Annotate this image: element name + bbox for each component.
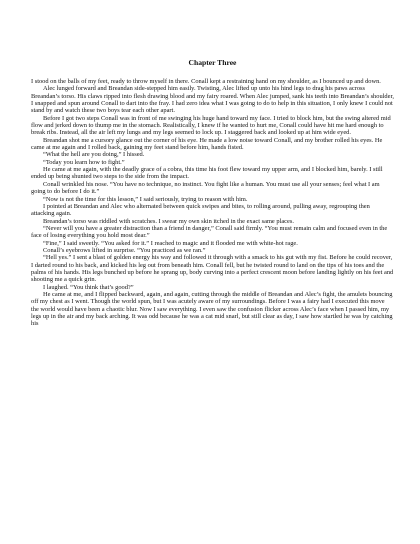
paragraph: He came at me, and I flipped backward, again, and again, cutting through the middle of Breandan and Alec’s fight, the amulets bouncing off my chest as I went. Though the world spun, but I was acutely aware of my surroundings. Before I was a fairy had I executed this move the world would have been a chaotic blur. Now I saw everything. I even saw the confusion flicker across Alec’s face when I passed him, my legs up in the air and my back arching. It was odd because he was a cat mid snarl, but still clear as day, I saw how startled he was by catching his [31, 290, 393, 328]
paragraph: “Hell yes.” I sent a blast of golden energy his way and followed it through with a smack to his gut with my fist. Before he could recover, I darted round to his back, and kicked his leg out from beneath him. Conall fell, but he twisted round to land on the tips of his toes and the palms of his hands. His legs bunched up before he sprang up, body curving into a perfect crescent moon before landing lightly on his feet and shooting me a quick grin. [31, 254, 394, 284]
paragraph: “Today you learn how to fight.” [43, 158, 125, 166]
paragraph: “Fine,” I said sweetly. “You asked for it.” I reached to magic and it flooded me with white-hot rage. [43, 239, 298, 247]
paragraph: Breandan’s torso was riddled with scratches. I swear my own skin itched in the exact same places. [43, 217, 294, 225]
paragraph: “Now is not the time for this lesson,” I said seriously, trying to reason with him. [43, 195, 248, 203]
paragraph: Conall’s eyebrows lifted in surprise. “You practiced as we ran.” [43, 246, 206, 254]
paragraph: Conall wrinkled his nose. “You have no technique, no instinct. You fight like a human. You must use all your senses; feel what I am going to do before I do it.” [31, 180, 380, 196]
paragraph: I laughed. “You think that’s good?” [43, 283, 134, 291]
paragraph: He came at me again, with the deadly grace of a cobra, this time his foot flew toward my upper arm, and I blocked him, barely. I still ended up being shunted two steps to the side from the impact. [31, 166, 383, 181]
paragraph: Breandan shot me a cursory glance out the corner of his eye. He made a low noise toward Conall, and my brother rolled his eyes. He came at me again and I rolled back, gaining my feet stand before him, hands fisted. [31, 136, 383, 152]
paragraph: “Never will you have a greater distraction than a friend in danger,” Conall said firmly. “You must remain calm and focused even in the face of losing everything you hold most dear.” [31, 224, 388, 240]
paragraph: I stood on the balls of my feet, ready to throw myself in there. Conall kept a restraining hand on my shoulder, as I bounced up and down. [31, 78, 381, 85]
paragraph: I pointed at Breandan and Alec who alternated between quick swipes and bites, to rolling around, pulling away, regrouping then attacking again. [31, 202, 370, 218]
paragraph: “What the hell are you doing,” I hissed. [43, 151, 145, 159]
paragraph: Before I got two steps Conall was in front of me swinging his huge hand toward my face. I tried to block him, but the swing altered mid flow and jerked down to thump me in the stomach. Realistically, I knew if he wanted to hurt me, Conall could have hit me hard enough to break ribs. Instead, all the air left my lungs and my legs seemed to lock up. I staggered back and looked up at him wide eyed. [31, 114, 391, 137]
paragraph: Alec lunged forward and Breandan side-stepped him easily. Twisting, Alec lifted up unto his hind legs to drag his paws across Breandan’s torso. His claws ripped into flesh drawing blood and my fairy roared. When Alec jumped, sank his teeth into Breandan’s shoulder, I snapped and spun around Conall to dart into the fray. I had zero idea what I was going to do to help in this situation, I only knew I could not stand by and watch these two boys tear each other apart. [31, 85, 394, 115]
chapter-body [31, 78, 394, 328]
chapter-title: Chapter Three [188, 58, 237, 67]
